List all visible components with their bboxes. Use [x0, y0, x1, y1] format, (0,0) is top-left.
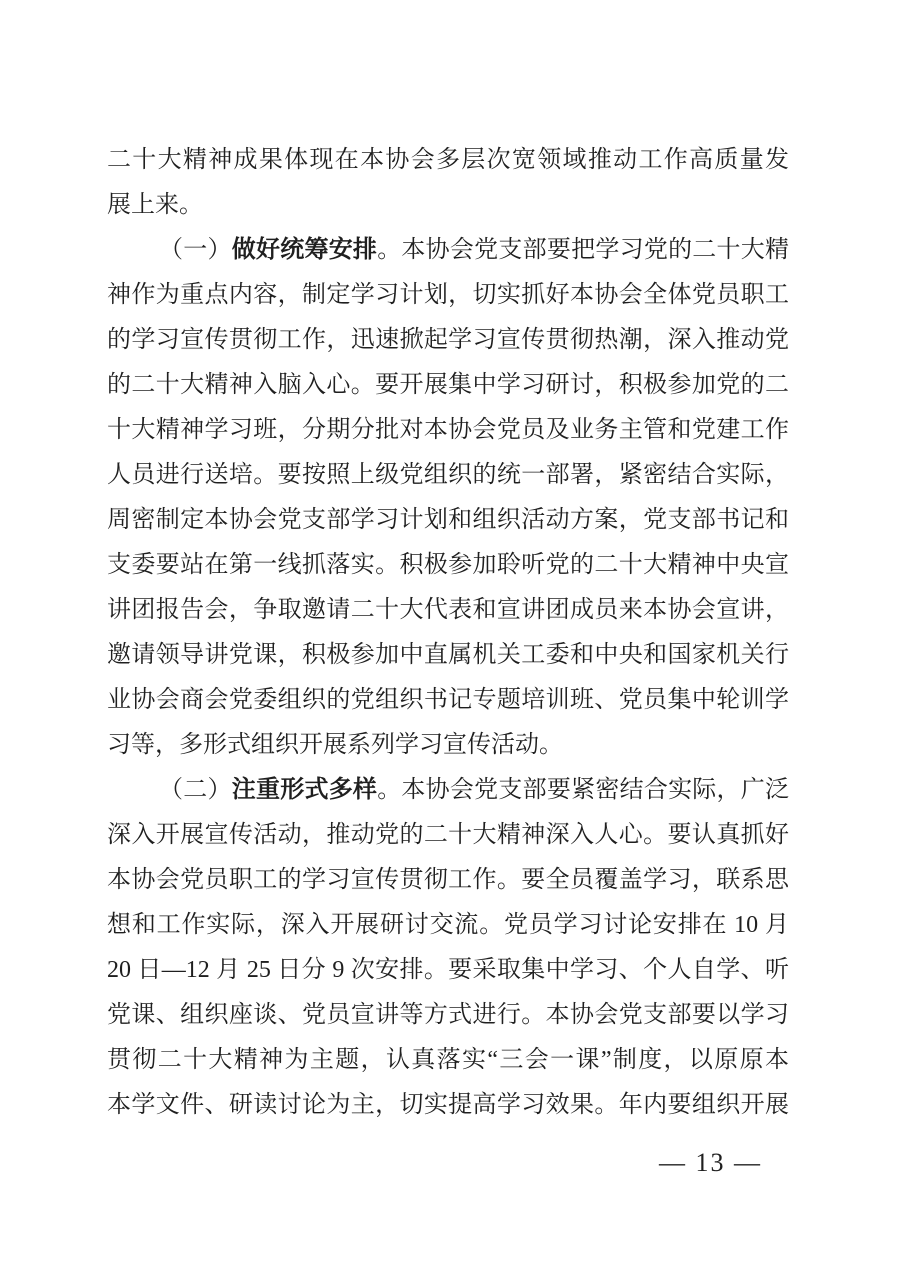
text-segment: 展上来。	[107, 192, 203, 218]
text-line	[107, 993, 789, 1038]
text-segment: 想和工作实际，深入开展研讨交流。党员学习讨论安排在 10 月	[107, 912, 789, 938]
text-line	[107, 588, 789, 633]
text-segment: 二十大精神成果体现在本协会多层次宽领域推动工作高质量发	[107, 147, 789, 173]
text-segment: 业协会商会党委组织的党组织书记专题培训班、党员集中轮训学	[107, 687, 789, 713]
text-line	[107, 768, 789, 813]
text-segment: 讲团报告会，争取邀请二十大代表和宣讲团成员来本协会宣讲，	[107, 597, 789, 623]
text-line	[107, 408, 789, 453]
text-line	[107, 1038, 789, 1083]
text-segment: （一）	[159, 237, 232, 263]
text-segment: 习等，多形式组织开展系列学习宣传活动。	[107, 732, 563, 758]
text-line	[107, 228, 789, 273]
text-line	[107, 138, 789, 183]
page-number: — 13 —	[659, 1148, 762, 1177]
text-segment: 。本协会党支部要紧密结合实际，广泛	[377, 777, 790, 803]
text-line	[107, 813, 789, 858]
text-line	[107, 183, 789, 228]
text-segment: 十大精神学习班，分期分批对本协会党员及业务主管和党建工作	[107, 417, 789, 443]
text-line	[107, 678, 789, 723]
paragraph-lead-label: 做好统筹安排	[231, 237, 378, 263]
text-segment: 神作为重点内容，制定学习计划，切实抓好本协会全体党员职工	[107, 282, 789, 308]
text-line	[107, 543, 789, 588]
text-segment: 本协会党员职工的学习宣传贯彻工作。要全员覆盖学习，联系思	[107, 867, 789, 893]
text-line	[107, 453, 789, 498]
text-line	[107, 858, 789, 903]
text-segment: 的学习宣传贯彻工作，迅速掀起学习宣传贯彻热潮，深入推动党	[107, 327, 789, 353]
text-line	[107, 318, 789, 363]
text-segment: 支委要站在第一线抓落实。积极参加聆听党的二十大精神中央宣	[107, 552, 789, 578]
text-segment: 的二十大精神入脑入心。要开展集中学习研讨，积极参加党的二	[107, 372, 789, 398]
text-line	[107, 723, 789, 768]
text-line	[107, 633, 789, 678]
text-line	[107, 363, 789, 408]
text-segment: 贯彻二十大精神为主题，认真落实“三会一课”制度，以原原本	[107, 1047, 789, 1073]
text-segment: 党课、组织座谈、党员宣讲等方式进行。本协会党支部要以学习	[107, 1002, 789, 1028]
text-segment: 周密制定本协会党支部学习计划和组织活动方案，党支部书记和	[107, 507, 789, 533]
text-segment: 20 日—12 月 25 日分 9 次安排。要采取集中学习、个人自学、听	[107, 957, 789, 983]
text-line	[107, 1083, 789, 1128]
text-segment: 本学文件、研读讨论为主，切实提高学习效果。年内要组织开展	[107, 1092, 789, 1118]
text-segment: （二）	[159, 777, 232, 803]
document-body	[107, 138, 789, 1128]
text-segment: 邀请领导讲党课，积极参加中直属机关工委和中央和国家机关行	[107, 642, 789, 668]
text-segment: 深入开展宣传活动，推动党的二十大精神深入人心。要认真抓好	[107, 822, 789, 848]
text-line	[107, 273, 789, 318]
text-segment: 。本协会党支部要把学习党的二十大精	[377, 237, 790, 263]
text-line	[107, 498, 789, 543]
text-segment: 人员进行送培。要按照上级党组织的统一部署，紧密结合实际，	[107, 462, 789, 488]
text-line	[107, 903, 789, 948]
text-line	[107, 948, 789, 993]
paragraph-lead-label: 注重形式多样	[231, 777, 378, 803]
